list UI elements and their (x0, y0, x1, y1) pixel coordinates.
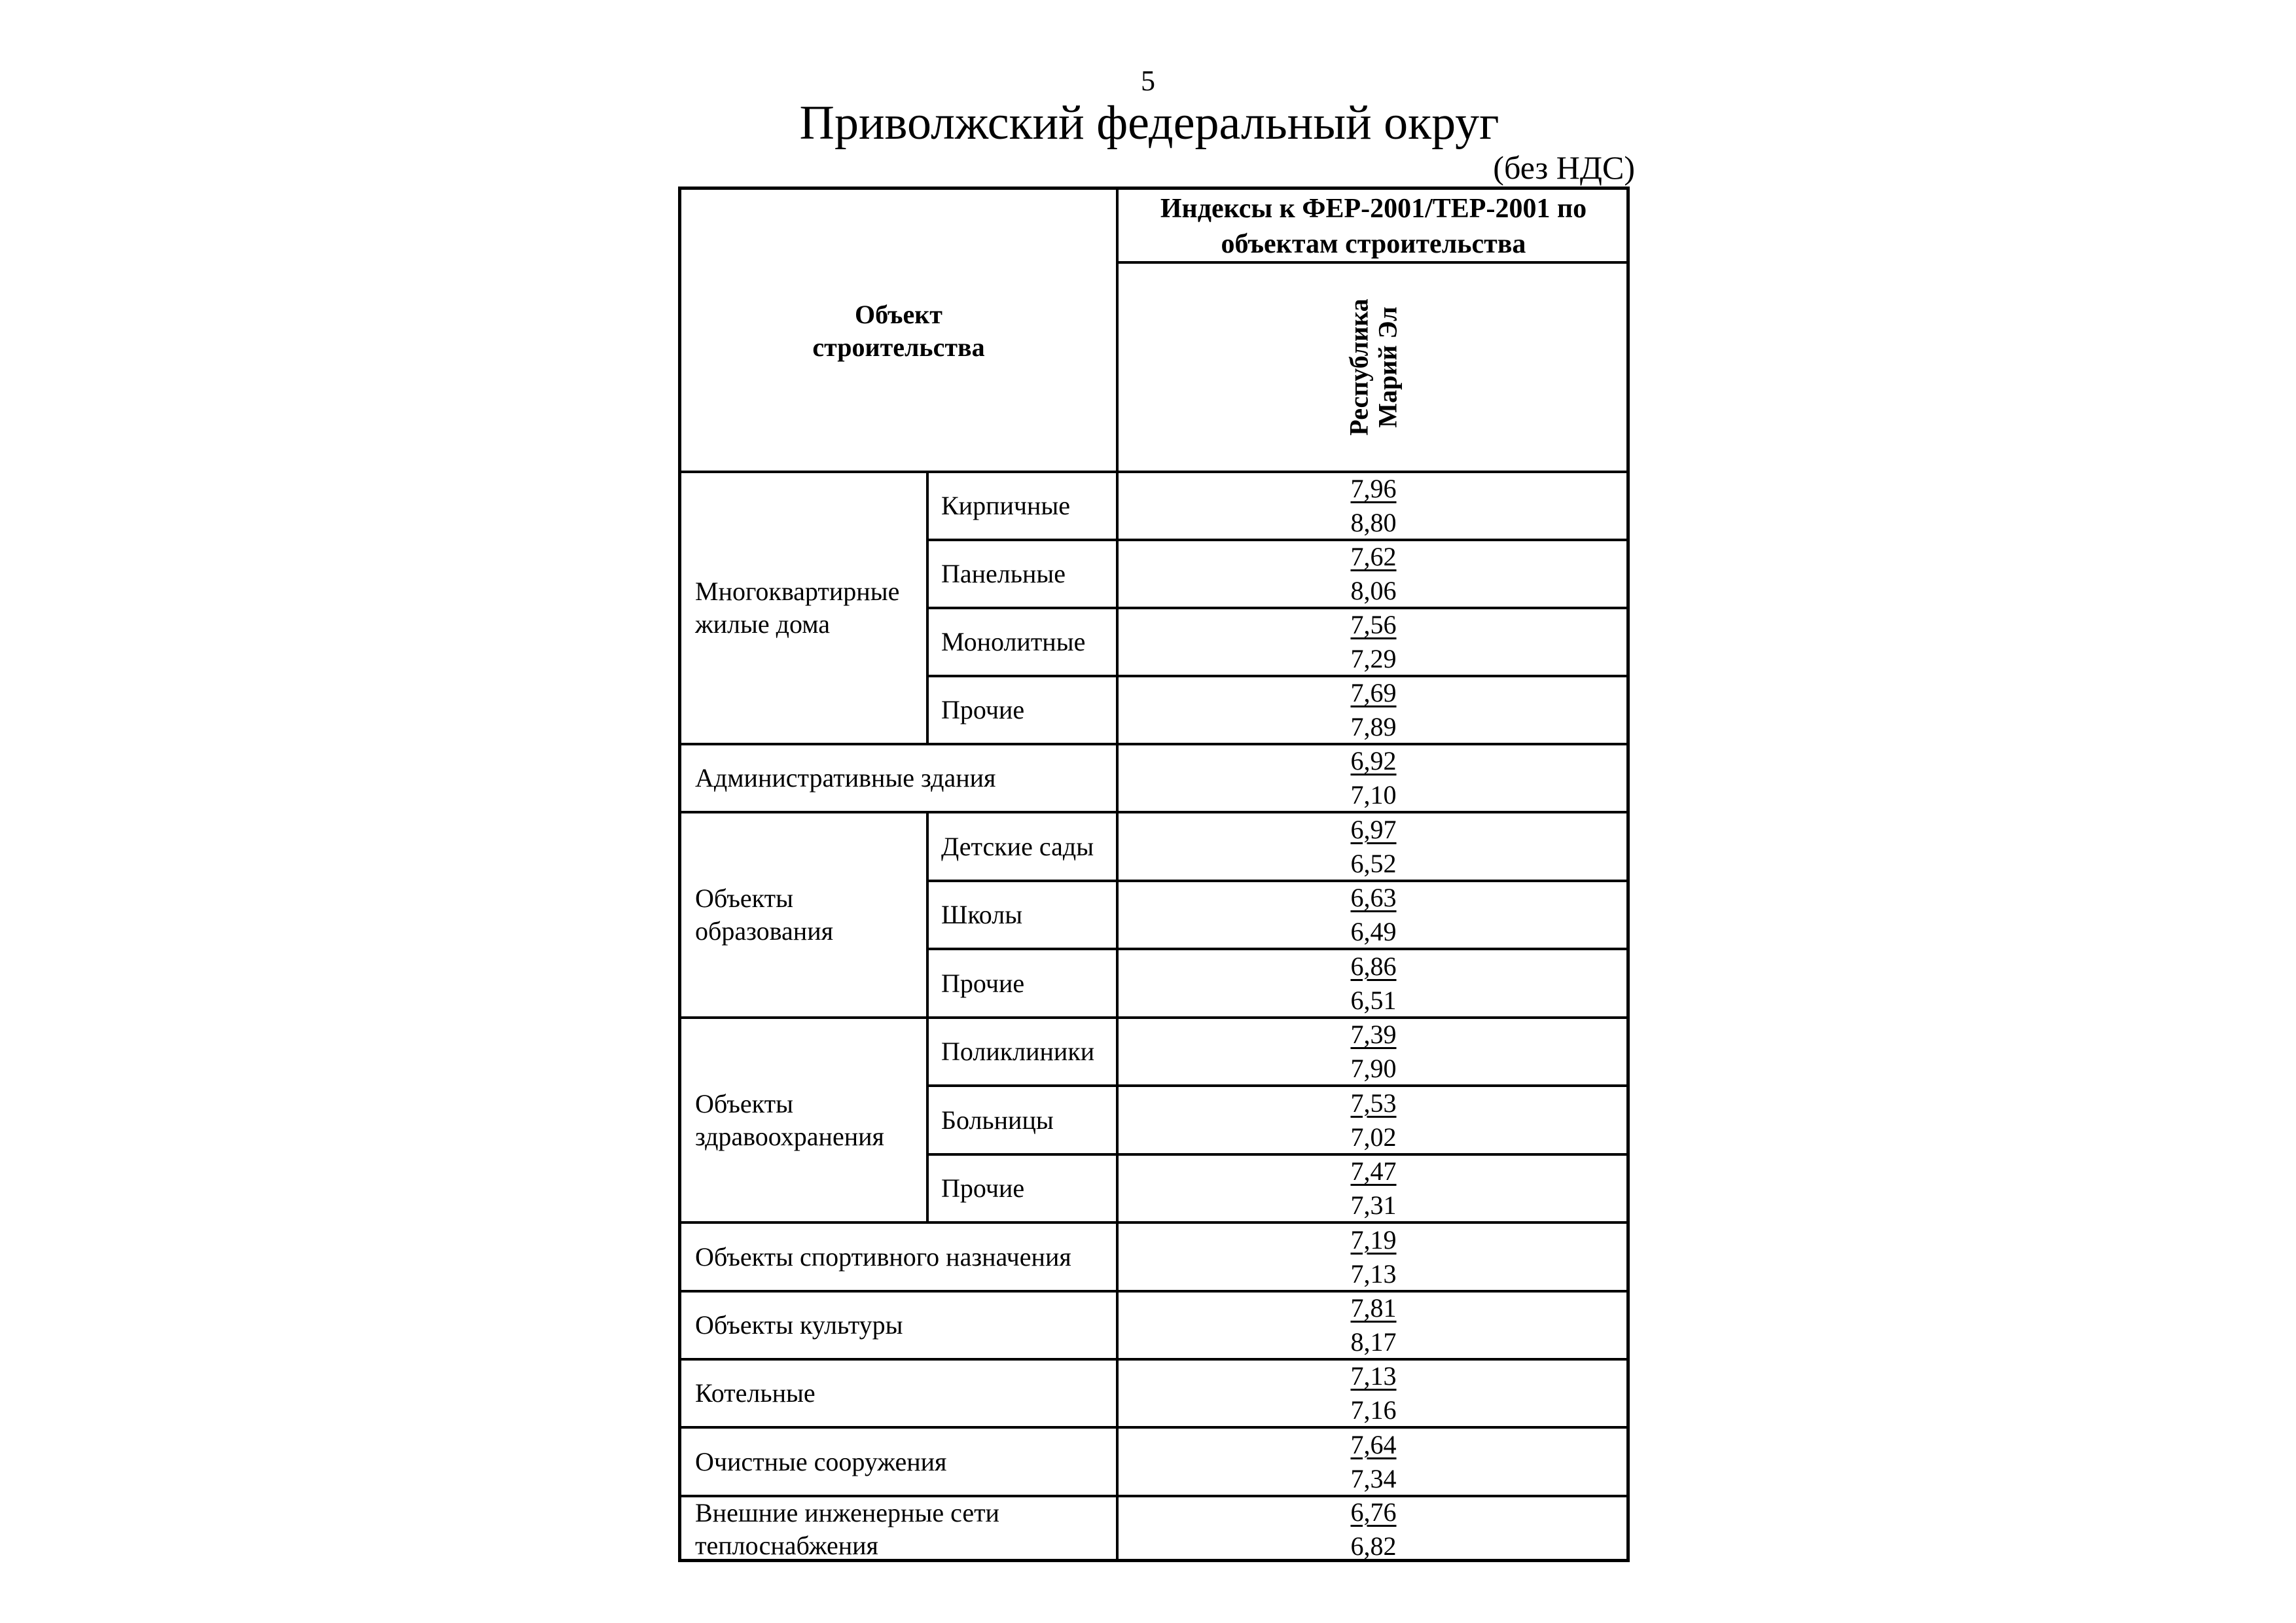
value-bottom: 7,02 (1350, 1122, 1397, 1152)
group-multiapartment (681, 472, 927, 744)
value-top: 7,13 (1350, 1361, 1397, 1391)
row-label-text: Внешние инженерные сети теплоснабжения (695, 1497, 999, 1560)
divider-row (927, 675, 1630, 677)
row-label (927, 881, 1117, 949)
row-label (927, 1086, 1117, 1154)
group-multiapartment-label: Многоквартирные жилые дома (695, 577, 900, 639)
value-top: 7,56 (1350, 610, 1397, 639)
indices-table (678, 187, 1630, 1562)
value-bottom: 6,82 (1350, 1531, 1397, 1561)
divider-row (927, 880, 1630, 882)
value-top: 7,53 (1350, 1088, 1397, 1118)
value-bottom: 7,89 (1350, 712, 1397, 741)
row-value (1117, 1222, 1630, 1291)
row-value (1117, 1086, 1630, 1154)
document-title: Приволжский федеральный округ (799, 96, 1499, 150)
group-education (681, 812, 927, 1018)
value-bottom: 7,29 (1350, 644, 1397, 673)
value-top: 7,81 (1350, 1293, 1397, 1323)
row-value (1117, 540, 1630, 608)
divider-row (927, 1084, 1630, 1087)
row-label (927, 949, 1117, 1018)
value-top: 6,86 (1350, 951, 1397, 981)
row-value (1117, 1359, 1630, 1427)
group-education-label: Объекты образования (695, 883, 833, 946)
row-label (927, 676, 1117, 744)
row-label (681, 1291, 1117, 1359)
value-bottom: 7,90 (1350, 1054, 1397, 1083)
header-object (681, 190, 1116, 472)
divider-header-indices (1117, 261, 1630, 264)
row-value (1117, 812, 1630, 881)
row-label-text: Поликлиники (941, 1037, 1095, 1066)
row-value (1117, 1018, 1630, 1086)
row-label-text: Очистные сооружения (695, 1446, 947, 1476)
row-label (927, 1018, 1117, 1086)
page-number: 5 (1141, 65, 1155, 97)
row-label (681, 1496, 1117, 1562)
row-label-text: Объекты культуры (695, 1310, 903, 1340)
row-label (927, 812, 1117, 881)
divider-row (681, 1290, 1630, 1293)
divider-row (681, 1016, 1630, 1019)
group-healthcare (681, 1018, 927, 1222)
divider-header-bottom (681, 471, 1630, 473)
row-label-text: Панельные (941, 559, 1066, 588)
divider-row (927, 539, 1630, 541)
header-region-label: Республика Марий Эл (1344, 298, 1403, 436)
value-top: 6,63 (1350, 883, 1397, 912)
divider-row (927, 1153, 1630, 1156)
header-region (1117, 262, 1630, 472)
value-bottom: 8,06 (1350, 576, 1397, 605)
row-value (1117, 472, 1630, 540)
row-value (1117, 744, 1630, 812)
divider-row (681, 743, 1630, 745)
row-label (681, 744, 1117, 812)
value-top: 7,96 (1350, 474, 1397, 503)
divider-value-column (1116, 190, 1119, 1562)
row-label (681, 1359, 1117, 1427)
row-value (1117, 1496, 1630, 1562)
row-value (1117, 608, 1630, 676)
row-label-text: Детские сады (941, 831, 1094, 861)
value-bottom: 6,52 (1350, 848, 1397, 878)
row-value (1117, 1154, 1630, 1222)
row-label (927, 1154, 1117, 1222)
row-label-text: Прочие (941, 695, 1025, 724)
vat-note: (без НДС) (1493, 149, 1635, 186)
value-top: 7,39 (1350, 1020, 1397, 1049)
header-indices-label: Индексы к ФЕР-2001/ТЕР-2001 по объектам строительства (1160, 193, 1587, 259)
value-bottom: 7,31 (1350, 1190, 1397, 1220)
row-label (927, 608, 1117, 676)
value-top: 7,19 (1350, 1224, 1397, 1255)
row-label-text: Административные здания (695, 763, 996, 793)
value-top: 7,62 (1350, 542, 1397, 571)
group-healthcare-label: Объекты здравоохранения (695, 1088, 884, 1151)
row-label-text: Кирпичные (941, 491, 1071, 520)
value-bottom: 7,34 (1350, 1463, 1397, 1493)
value-bottom: 7,10 (1350, 780, 1397, 810)
row-label-text: Объекты спортивного назначения (695, 1241, 1071, 1272)
row-label-text: Школы (941, 900, 1023, 929)
row-label (681, 1427, 1117, 1496)
value-top: 6,92 (1350, 746, 1397, 776)
value-bottom: 6,49 (1350, 917, 1397, 946)
row-label (927, 540, 1117, 608)
value-top: 6,76 (1350, 1497, 1397, 1527)
divider-row (927, 948, 1630, 950)
value-bottom: 8,80 (1350, 508, 1397, 537)
row-value (1117, 881, 1630, 949)
divider-row (681, 1358, 1630, 1361)
value-top: 7,64 (1350, 1429, 1397, 1459)
divider-row (681, 1495, 1630, 1497)
header-indices (1117, 190, 1630, 262)
value-bottom: 8,17 (1350, 1327, 1397, 1357)
divider-row (927, 607, 1630, 609)
row-label-text: Котельные (695, 1378, 816, 1408)
row-label-text: Прочие (941, 968, 1025, 998)
divider-row (681, 811, 1630, 813)
divider-row (681, 1221, 1630, 1224)
row-label-text: Прочие (941, 1173, 1025, 1203)
value-bottom: 7,16 (1350, 1395, 1397, 1425)
header-object-label: Объект строительства (812, 299, 985, 362)
row-value (1117, 949, 1630, 1018)
value-top: 7,69 (1350, 678, 1397, 707)
row-label (927, 472, 1117, 540)
row-label (681, 1222, 1117, 1291)
row-label-text: Монолитные (941, 627, 1086, 656)
row-value (1117, 676, 1630, 744)
value-bottom: 6,51 (1350, 985, 1397, 1015)
row-label-text: Больницы (941, 1105, 1054, 1135)
value-top: 6,97 (1350, 814, 1397, 844)
row-value (1117, 1291, 1630, 1359)
row-value (1117, 1427, 1630, 1496)
value-bottom: 7,13 (1350, 1258, 1397, 1289)
divider-row (681, 1426, 1630, 1429)
value-top: 7,47 (1350, 1156, 1397, 1186)
